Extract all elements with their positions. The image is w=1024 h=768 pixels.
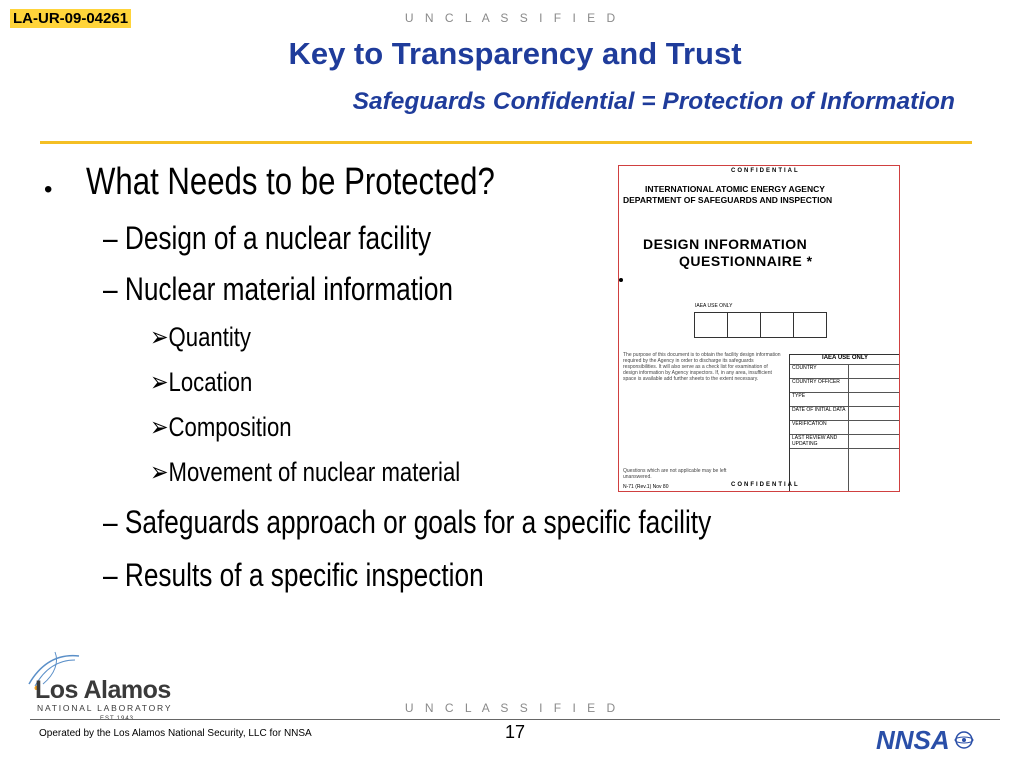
- form-title-line1: DESIGN INFORMATION: [643, 236, 808, 252]
- bullet-level1: What Needs to be Protected?: [86, 161, 495, 203]
- bullet-level3: ➢Composition: [150, 412, 292, 442]
- bullet-level3: ➢Location: [150, 367, 253, 397]
- form-title-line2: QUESTIONNAIRE *: [679, 253, 813, 269]
- footer-operated-by: Operated by the Los Alamos National Security, LLC for NNSA: [39, 728, 312, 739]
- form-table-label: COUNTRY OFFICER: [790, 379, 849, 392]
- bullet-level2: – Design of a nuclear facility: [103, 220, 432, 256]
- form-table-label: VERIFICATION: [790, 421, 849, 434]
- form-org-line2: DEPARTMENT OF SAFEGUARDS AND INSPECTION: [623, 195, 833, 205]
- form-table-label: LAST REVIEW AND UPDATING: [790, 435, 849, 448]
- footer-divider: [30, 719, 1000, 720]
- form-table-header: IAEA USE ONLY: [822, 355, 868, 361]
- form-table-label: DATE OF INITIAL DATA: [790, 407, 849, 420]
- stray-dot: [619, 278, 623, 282]
- form-iaea-use-small: IAEA USE ONLY: [695, 303, 733, 309]
- logo-subtitle: NATIONAL LABORATORY: [37, 703, 173, 713]
- bullet-level2: – Safeguards approach or goals for a specific facility: [103, 504, 712, 540]
- form-table-label: TYPE: [790, 393, 849, 406]
- nnsa-logo-text: NNSA: [876, 725, 950, 755]
- logo-name: Los Alamos: [35, 676, 171, 704]
- form-iaea-table: [789, 354, 900, 492]
- slide-subtitle: Safeguards Confidential = Protection of Information: [352, 88, 955, 115]
- form-org-line1: INTERNATIONAL ATOMIC ENERGY AGENCY: [645, 184, 825, 194]
- nnsa-logo-icon: [874, 725, 976, 755]
- form-not-applicable-note: Questions which are not applicable may be left unanswered.: [623, 468, 727, 480]
- classification-bottom: U N C L A S S I F I E D: [404, 701, 620, 715]
- bullet-level2: – Nuclear material information: [103, 271, 454, 307]
- bullet-level2: – Results of a specific inspection: [103, 557, 484, 593]
- form-code-boxes: [695, 312, 827, 338]
- page-number: 17: [504, 722, 526, 742]
- classification-top: U N C L A S S I F I E D: [404, 11, 620, 25]
- bullet-marker: •: [44, 176, 53, 203]
- form-code: N-71 (Rev.1) Nov 80: [623, 484, 669, 490]
- form-confidential-top: CONFIDENTIAL: [731, 168, 800, 174]
- bullet-level3: ➢Quantity: [150, 322, 252, 352]
- form-purpose-text: The purpose of this document is to obtain the facility design information required by the Agency in order to discharge its safeguards responsibilities. It will also serve as a check list for examination of design information by Agency inspectors. If, in any area, insufficient space is available add further sheets to the extent necessary.: [623, 352, 781, 382]
- title-divider: [40, 141, 972, 144]
- document-id: LA-UR-09-04261: [10, 9, 131, 28]
- form-table-label: COUNTRY: [790, 365, 849, 378]
- bullet-level3: ➢Movement of nuclear material: [150, 457, 461, 487]
- form-confidential-bottom: CONFIDENTIAL: [731, 482, 800, 488]
- slide-title: Key to Transparency and Trust: [288, 36, 742, 71]
- questionnaire-image: [618, 165, 900, 492]
